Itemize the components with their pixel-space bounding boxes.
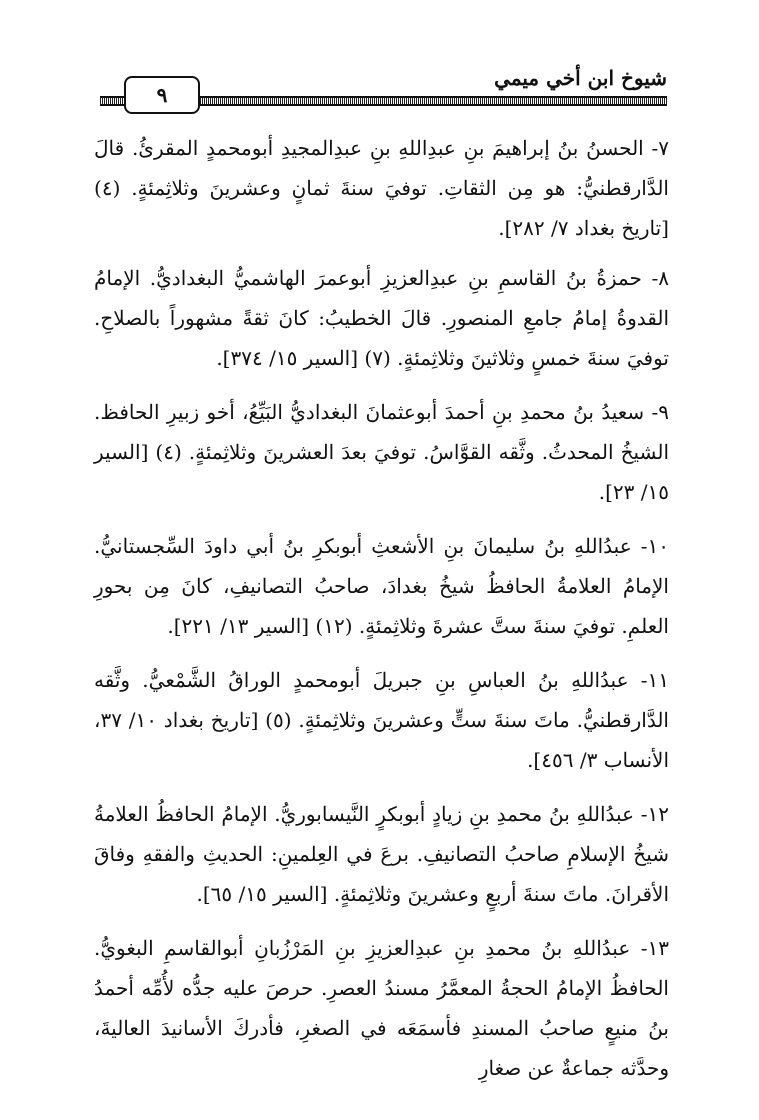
entry-12: ١٢- عبدُاللهِ بنُ محمدِ بنِ زيادٍ أبوبكرٍ النَّيسابوريُّ. الإمامُ الحافظُ العلامةُ شيخُ الإسلامِ صاحبُ التصانيفِ. برعَ في العِلمينِ: الحديثِ والفقهِ وفاقَ الأقرانَ. ماتَ سنةَ أربعٍ وعشرينَ وثلاثِمئةٍ. [السير ١٥/ ٦٥]. <box>94 802 669 906</box>
running-title: شيوخ ابن أخي ميمي <box>488 66 667 90</box>
page-body <box>94 128 669 1098</box>
entry-7: ٧- الحسنُ بنُ إبراهيمَ بنِ عبدِاللهِ بنِ عبدِالمجيدِ أبومحمدٍ المقرئُ. قالَ الدَّارقطنيُّ: هو مِن الثقاتِ. توفيَ سنةَ ثمانٍ وعشرينَ وثلاثِمئةٍ. (٤) [تاريخ بغداد ٧/ ٢٨٢]. <box>94 136 669 240</box>
entry-10: ١٠- عبدُاللهِ بنُ سليمانَ بنِ الأشعثِ أبوبكرِ بنُ أبي داودَ السِّجستانيُّ. الإمامُ العلامةُ الحافظُ شيخُ بغدادَ، صاحبُ التصانيفِ، كانَ مِن بحورِ العلمِ. توفيَ سنةَ ستَّ عشرةَ وثلاثِمئةٍ. (١٢) [السير ١٣/ ٢٢١]. <box>94 534 669 638</box>
entry-13: ١٣- عبدُاللهِ بنُ محمدِ بنِ عبدِالعزيزِ بنِ المَرْزُبانِ أبوالقاسمِ البغويُّ. الحافظُ الإمامُ الحجةُ المعمَّرُ مسندُ العصرِ. حرصَ عليه جدُّه لأُمِّه أحمدُ بنُ منيعٍ صاحبُ المسندِ فأسمَعَه في الصغرِ، فأدركَ الأسانيدَ العاليةَ، وحدَّثه جماعةٌ عن صغارِ <box>94 936 669 1080</box>
page-header <box>100 66 667 112</box>
entry-9: ٩- سعيدُ بنُ محمدِ بنِ أحمدَ أبوعثمانَ البغداديُّ البَيِّعُ، أخو زبيرِ الحافظ. الشيخُ المحدثُ. وثَّقه القوَّاسُ. توفيَ بعدَ العشرينَ وثلاثِمئةٍ. (٤) [السير ١٥/ ٢٣]. <box>94 400 670 504</box>
page-number: ٩ <box>124 76 200 114</box>
entry-11: ١١- عبدُاللهِ بنُ العباسِ بنِ جبريلَ أبومحمدٍ الوراقُ الشَّمْعيُّ. وثَّقه الدَّارقطنيُّ. ماتَ سنةَ ستٍّ وعشرينَ وثلاثِمئةٍ. (٥) [تاريخ بغداد ١٠/ ٣٧، الأنساب ٣/ ٤٥٦]. <box>94 668 669 772</box>
entry-8: ٨- حمزةُ بنُ القاسمِ بنِ عبدِالعزيزِ أبوعمرَ الهاشميُّ البغداديُّ. الإمامُ القدوةُ إمامُ جامعِ المنصورِ. قالَ الخطيبُ: كانَ ثقةً مشهوراً بالصلاحِ. توفيَ سنةَ خمسٍ وثلاثينَ وثلاثِمئةٍ. (٧) [السير ١٥/ ٣٧٤]. <box>94 266 669 370</box>
